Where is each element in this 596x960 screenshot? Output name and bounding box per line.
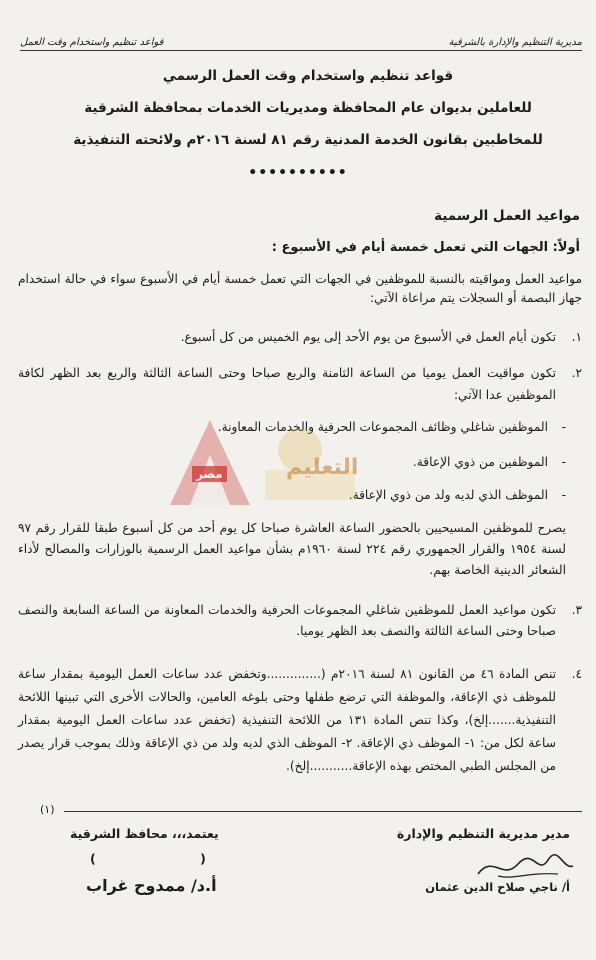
signature-right-title: مدير مديرية التنظيم والإدارة [396, 826, 570, 841]
page-number: (١) [40, 803, 55, 816]
header-left: قواعد تنظيم واستخدام وقت العمل [20, 37, 164, 48]
bullet-text: الموظفين من ذوي الإعاقة. [412, 455, 548, 469]
list-item-number: ٣. [571, 603, 582, 617]
list-item-text: تكون أيام العمل في الأسبوع من يوم الأحد إلى يوم الخميس من كل أسبوع. [180, 330, 556, 344]
running-header [20, 28, 582, 51]
bullet-text: الموظف الذي لديه ولد من ذوي الإعاقة. [348, 488, 548, 502]
signature-left-title: يعتمد،،، محافظ الشرقية [70, 826, 219, 841]
watermark-badge: مصر [192, 466, 227, 482]
signature-left-paren: ( ) [90, 851, 206, 866]
list-item-number: ١. [571, 330, 582, 344]
section-heading: مواعيد العمل الرسمية [434, 208, 580, 224]
bullet-dash: - [561, 455, 566, 469]
bullet-dash: - [561, 488, 566, 502]
footer-divider [64, 811, 582, 812]
bullet-text: الموظفين شاغلي وظائف المجموعات الحرفية والخدمات المعاونة. [217, 420, 548, 434]
title-line-2: للعاملين بديوان عام المحافظة ومديريات الخدمات بمحافظة الشرقية [84, 100, 532, 116]
list-item-text: تنص المادة ٤٦ من القانون ٨١ لسنة ٢٠١٦م (..............وتخفض عدد ساعات العمل اليومية بمقدار ساعة للموظف ذي الإعاقة، والموظفة التي ترضع طفلها وحتى بلوغه العامين، والحالات الأخرى التي تبينها اللائحة التنفيذية.......إلخ)، وكذا تنص المادة ١٣١ من اللائحة التنفيذية (تخفض عدد ساعات العمل اليومية بمقدار ساعة لكل من: ١- الموظف ذي الإعاقة. ٢- الموظف الذي لديه ولد من ذي الإعاقة وذلك بموجب قرار يصدر من المجلس الطبي المختص بهذه الإعاقة...........إلخ). [18, 667, 557, 773]
intro-paragraph: مواعيد العمل ومواقيته بالنسبة للموظفين في الجهات التي تعمل خمسة أيام في الأسبوع سواء في حالة استخدام جهاز البصمة أو السجلات يتم مراعاة الآتي: [18, 272, 582, 305]
list-item-2 [18, 362, 582, 406]
christian-employees-paragraph: يصرح للموظفين المسيحيين بالحضور الساعة العاشرة صباحا كل يوم أحد من كل أسبوع طبقا للقرار رقم ٩٧ لسنة ١٩٥٤ والقرار الجمهوري رقم ٢٢٤ لسنة ١٩٦٠م بشأن مواعيد العمل الرسمية بالوزارات والمصالح لأداء الشعائر الدينية الخاصة بهم. [18, 521, 567, 577]
bullet-dash: - [561, 420, 566, 434]
title-line-3: للمخاطبين بقانون الخدمة المدنية رقم ٨١ لسنة ٢٠١٦م ولائحته التنفيذية [73, 132, 543, 148]
list-item-4 [18, 663, 582, 778]
section-subheading: أولاً: الجهات التي تعمل خمسة أيام في الأسبوع : [271, 240, 580, 255]
signature-left-name: أ.د/ ممدوح غراب [86, 876, 217, 895]
list-item-3 [18, 600, 582, 642]
title-dots: •••••••••• [248, 165, 348, 181]
list-item-1 [18, 326, 582, 348]
header-right: مديرية التنظيم والإدارة بالشرقية [448, 37, 582, 48]
list-item-text: تكون مواعيد العمل للموظفين شاغلي المجموعات الحرفية والخدمات المعاونة من الساعة السابعة والنصف صباحا وحتى الساعة الثالثة والنصف بعد الظهر يوميا. [18, 603, 556, 638]
title-line-1: قواعد تنظيم واستخدام وقت العمل الرسمي [162, 68, 454, 84]
signature-right-name: أ/ ناجي صلاح الدين عثمان [425, 880, 570, 894]
list-item-number: ٤. [571, 667, 582, 681]
watermark-text: التعليم [286, 455, 359, 480]
list-item-number: ٢. [571, 366, 582, 380]
list-item-text: تكون مواقيت العمل يوميا من الساعة الثامنة والربع صباحا وحتى الساعة الثالثة والربع بعد الظهر لكافة الموظفين عدا الآتي: [18, 366, 556, 402]
